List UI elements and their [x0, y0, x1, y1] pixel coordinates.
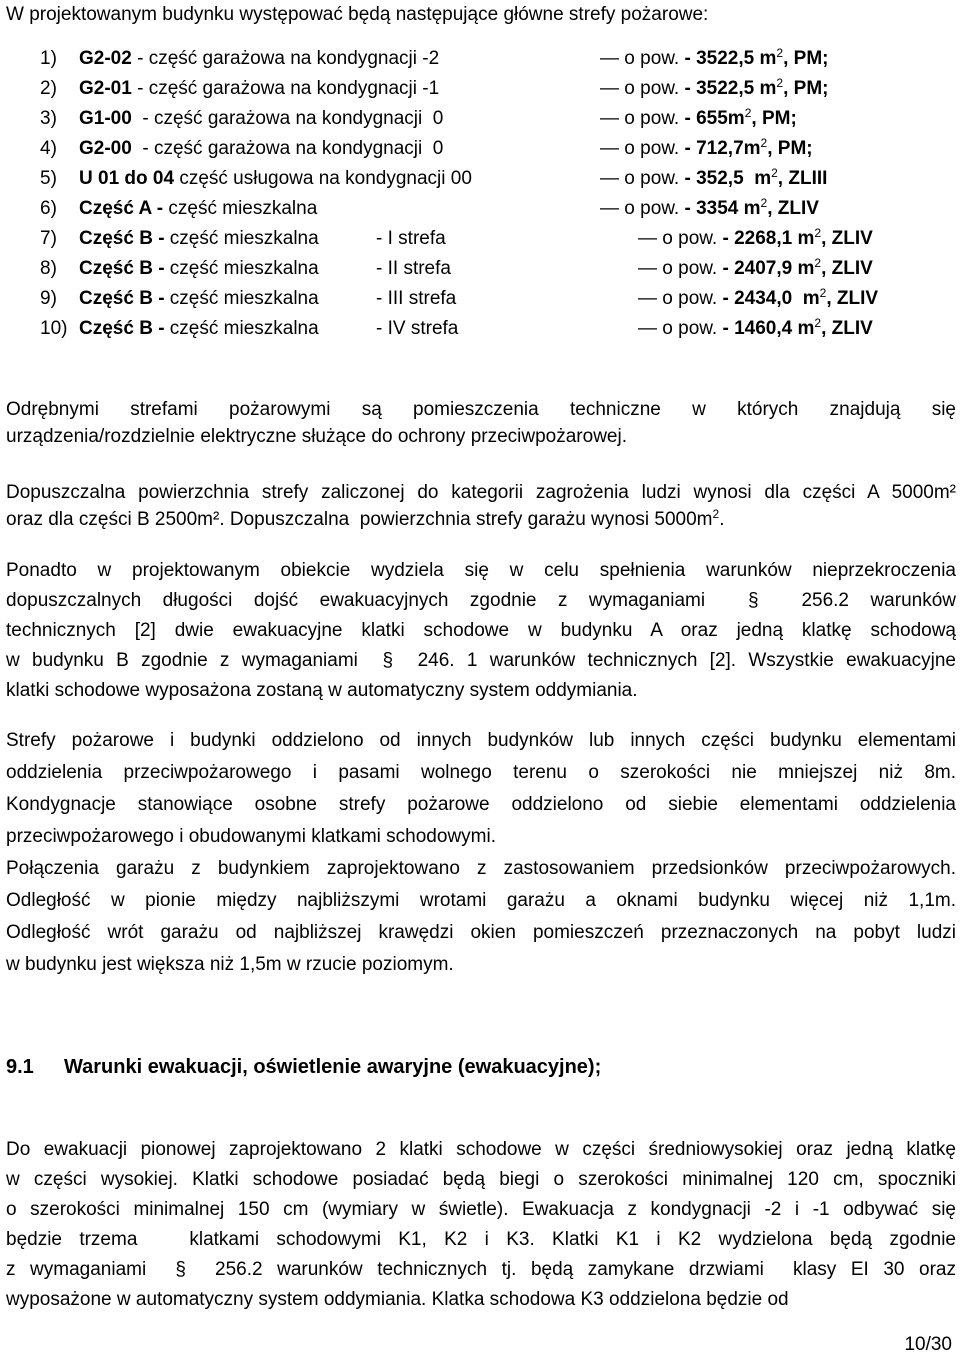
dash-separator: —	[600, 168, 619, 189]
paragraph-line: z wymaganiami § 256.2 warunków technicznych tj. będą zamykane drzwiami klasy EI 30 oraz	[6, 1259, 956, 1280]
area-prefix: o pow.	[624, 138, 680, 159]
zone-area	[600, 44, 828, 74]
area-prefix: o pow.	[662, 318, 718, 339]
zone-class: , PM;	[783, 78, 829, 99]
area-prefix: o pow.	[662, 288, 718, 309]
paragraph-line: dopuszczalnych długości dojść ewakuacyjnych zgodnie z wymaganiami § 256.2 warunków	[6, 590, 956, 611]
section-heading	[6, 1053, 601, 1081]
paragraph-line: o szerokości minimalnej 150 cm (wymiary w świetle). Ewakuacja z kondygnacji -2 i -1 odbywać się	[6, 1199, 956, 1220]
zone-description: część mieszkalna	[164, 228, 319, 249]
dash-separator: —	[638, 228, 657, 249]
zone-class: , PM;	[751, 108, 797, 129]
dash-separator: —	[638, 288, 657, 309]
area-value: - 352,5 m	[684, 168, 772, 189]
zone-number: 3)	[40, 108, 57, 129]
zone-description: część mieszkalna	[164, 258, 319, 279]
zone-name	[79, 224, 319, 254]
fire-zones-list	[40, 44, 940, 344]
area-value: - 2268,1 m	[722, 228, 815, 249]
zone-row	[40, 284, 940, 314]
paragraph-line: przeciwpożarowego i obudowanymi klatkami schodowymi.	[6, 826, 496, 847]
zone-row	[40, 254, 940, 284]
zone-code: Część B -	[79, 258, 165, 279]
zone-class: , ZLIII	[777, 168, 828, 189]
dash-separator: —	[600, 198, 619, 219]
zone-code: Część B -	[79, 318, 165, 339]
zone-class: , ZLIV	[821, 318, 873, 339]
zone-number: 10)	[40, 318, 68, 339]
zone-area	[600, 74, 828, 104]
zone-code: Część A -	[79, 198, 164, 219]
area-prefix: o pow.	[624, 48, 680, 69]
dash-separator: —	[600, 48, 619, 69]
zone-row	[40, 164, 940, 194]
paragraph-line: Ponadto w projektowanym obiekcie wydziela się w celu spełnienia warunków nieprzekroczenia	[6, 560, 956, 581]
zone-description: - część garażowa na kondygnacji 0	[131, 108, 444, 129]
zone-number: 8)	[40, 258, 57, 279]
zone-name	[79, 104, 443, 134]
zone-area	[638, 224, 873, 254]
area-prefix: o pow.	[624, 168, 680, 189]
paragraph-line: Strefy pożarowe i budynki oddzielono od innych budynków lub innych części budynku elementami	[6, 730, 956, 751]
paragraph-line: klatki schodowe wyposażona zostaną w automatyczny system oddymiania.	[6, 680, 638, 701]
dash-separator: —	[638, 258, 657, 279]
zone-class: , ZLIV	[821, 228, 873, 249]
zone-subzone: - I strefa	[376, 228, 446, 249]
area-prefix: o pow.	[624, 108, 680, 129]
zone-name	[79, 194, 317, 224]
area-exponent: 2	[760, 196, 768, 210]
zone-number: 6)	[40, 198, 57, 219]
paragraph-technical-zones	[6, 396, 956, 450]
area-prefix: o pow.	[662, 228, 718, 249]
dash-separator: —	[600, 138, 619, 159]
zone-code: G2-02	[79, 48, 132, 69]
area-exponent: 2	[760, 136, 768, 150]
intro-text: W projektowanym budynku występować będą następujące główne strefy pożarowe:	[6, 4, 709, 25]
paragraph-line: Odległość w pionie między najbliższymi wrotami garażu a oknami budynku więcej niż 1,1m.	[6, 890, 956, 911]
area-exponent: 2	[814, 316, 822, 330]
area-value: - 655m	[684, 108, 745, 129]
zone-code: U 01 do 04	[79, 168, 175, 189]
zone-class: , ZLIV	[767, 198, 819, 219]
zone-name	[79, 164, 472, 194]
area-exponent: 2	[814, 226, 822, 240]
zone-name	[79, 314, 319, 344]
zone-row	[40, 224, 940, 254]
zone-class: , ZLIV	[821, 258, 873, 279]
zone-description: - część garażowa na kondygnacji 0	[131, 138, 444, 159]
zone-number: 1)	[40, 48, 57, 69]
area-value: - 2434,0 m	[722, 288, 820, 309]
paragraph-line: oddzielenia przeciwpożarowego i pasami wolnego terenu o szerokości nie mniejszej niż 8m.	[6, 762, 956, 783]
paragraph-line: Odrębnymi strefami pożarowymi są pomieszczenia techniczne w których znajdują się	[6, 399, 956, 420]
zone-name	[79, 74, 439, 104]
area-value: - 3354 m	[684, 198, 761, 219]
zone-code: G1-00	[79, 108, 132, 129]
zone-description: część mieszkalna	[164, 288, 319, 309]
zone-area	[600, 134, 813, 164]
paragraph-fire-separation	[6, 725, 956, 981]
zone-area	[638, 314, 873, 344]
dash-separator: —	[600, 108, 619, 129]
zone-name	[79, 284, 319, 314]
zone-row	[40, 104, 940, 134]
zone-subzone: - IV strefa	[376, 318, 459, 339]
zone-name	[79, 134, 443, 164]
area-exponent: 2	[814, 256, 822, 270]
zone-number: 2)	[40, 78, 57, 99]
area-prefix: o pow.	[624, 78, 680, 99]
area-prefix: o pow.	[662, 258, 718, 279]
zone-row	[40, 134, 940, 164]
page-number: 10/30	[904, 1334, 952, 1355]
zone-class: , PM;	[767, 138, 813, 159]
paragraph-line: Do ewakuacji pionowej zaprojektowano 2 klatki schodowe w części średniowysokiej oraz jedną klatkę	[6, 1139, 956, 1160]
area-value: - 2407,9 m	[722, 258, 815, 279]
zone-area	[600, 194, 819, 224]
paragraph-evacuation-conditions	[6, 1135, 956, 1315]
zone-name	[79, 44, 439, 74]
zone-number: 5)	[40, 168, 57, 189]
zone-row	[40, 194, 940, 224]
area-value: - 712,7m	[684, 138, 761, 159]
zone-code: G2-01	[79, 78, 132, 99]
paragraph-line: Kondygnacje stanowiące osobne strefy pożarowe oddzielono od siebie elementami oddzielenia	[6, 794, 956, 815]
paragraph-line: w budynku jest większa niż 1,5m w rzucie poziomym.	[6, 954, 454, 975]
zone-row	[40, 74, 940, 104]
paragraph-line: będzie trzema klatkami schodowymi K1, K2 i K3. Klatki K1 i K2 wydzielona będą zgodnie	[6, 1229, 956, 1250]
paragraph-evacuation-stairs	[6, 556, 956, 706]
paragraph-line: w budynku B zgodnie z wymaganiami § 246. 1 warunków technicznych [2]. Wszystkie ewakuacyjne	[6, 650, 956, 671]
zone-number: 7)	[40, 228, 57, 249]
paragraph-line: w części wysokiej. Klatki schodowe posiadać będą biegi o szerokości minimalnej 120 cm, spoczniki	[6, 1169, 956, 1190]
zone-description: - część garażowa na kondygnacji -1	[131, 78, 440, 99]
area-exponent: 2	[776, 46, 784, 60]
paragraph-line: Odległość wrót garażu od najbliższej krawędzi okien pomieszczeń przeznaczonych na pobyt ludzi	[6, 922, 956, 943]
zone-code: Część B -	[79, 228, 165, 249]
paragraph-line: Dopuszczalna powierzchnia strefy zaliczonej do kategorii zagrożenia ludzi wynosi dla części A 5000m²	[6, 482, 956, 503]
zone-area	[600, 164, 827, 194]
area-exponent: 2	[776, 76, 784, 90]
dash-separator: —	[638, 318, 657, 339]
zone-row	[40, 314, 940, 344]
zone-subzone: - II strefa	[376, 258, 451, 279]
zone-class: , ZLIV	[826, 288, 879, 309]
area-prefix: o pow.	[624, 198, 680, 219]
zone-area	[600, 104, 797, 134]
zone-code: G2-00	[79, 138, 132, 159]
zone-class: , PM;	[783, 48, 829, 69]
zone-row	[40, 44, 940, 74]
paragraph-line: oraz dla części B 2500m². Dopuszczalna powierzchnia strefy garażu wynosi $5000m^2$.	[6, 507, 725, 530]
paragraph-line: Połączenia garażu z budynkiem zaprojektowano z zastosowaniem przedsionków przeciwpożarowych.	[6, 858, 956, 879]
dash-separator: —	[600, 78, 619, 99]
zone-area	[638, 254, 873, 284]
zone-description: część usługowa na kondygnacji 00	[174, 168, 472, 189]
area-value: - 3522,5 m	[684, 78, 777, 99]
paragraph-line: wyposażone w automatyczny system oddymiania. Klatka schodowa K3 oddzielona będzie od	[6, 1289, 789, 1310]
zone-subzone: - III strefa	[376, 288, 457, 309]
zone-code: Część B -	[79, 288, 165, 309]
paragraph-allowed-area	[6, 479, 956, 533]
zone-number: 9)	[40, 288, 57, 309]
section-title: Warunki ewakuacji, oświetlenie awaryjne (ewakuacyjne);	[64, 1056, 602, 1078]
sentence-end: .	[719, 509, 725, 530]
zone-description: część mieszkalna	[163, 198, 318, 219]
paragraph-line: urządzenia/rozdzielnie elektryczne służące do ochrony przeciwpożarowej.	[6, 426, 627, 447]
zone-number: 4)	[40, 138, 57, 159]
area-exponent: 2	[712, 507, 720, 521]
area-value: - 3522,5 m	[684, 48, 777, 69]
paragraph-line: technicznych [2] dwie ewakuacyjne klatki schodowe w budynku A oraz jedną klatkę schodową	[6, 620, 956, 641]
area-exponent: 2	[771, 166, 778, 180]
zone-area	[638, 284, 878, 314]
area-exponent: 2	[744, 106, 752, 120]
zone-description: część mieszkalna	[164, 318, 319, 339]
area-value: - 1460,4 m	[722, 318, 815, 339]
zone-description: - część garażowa na kondygnacji -2	[131, 48, 440, 69]
section-number: 9.1	[6, 1056, 34, 1078]
zone-name	[79, 254, 319, 284]
area-exponent: 2	[819, 286, 827, 300]
